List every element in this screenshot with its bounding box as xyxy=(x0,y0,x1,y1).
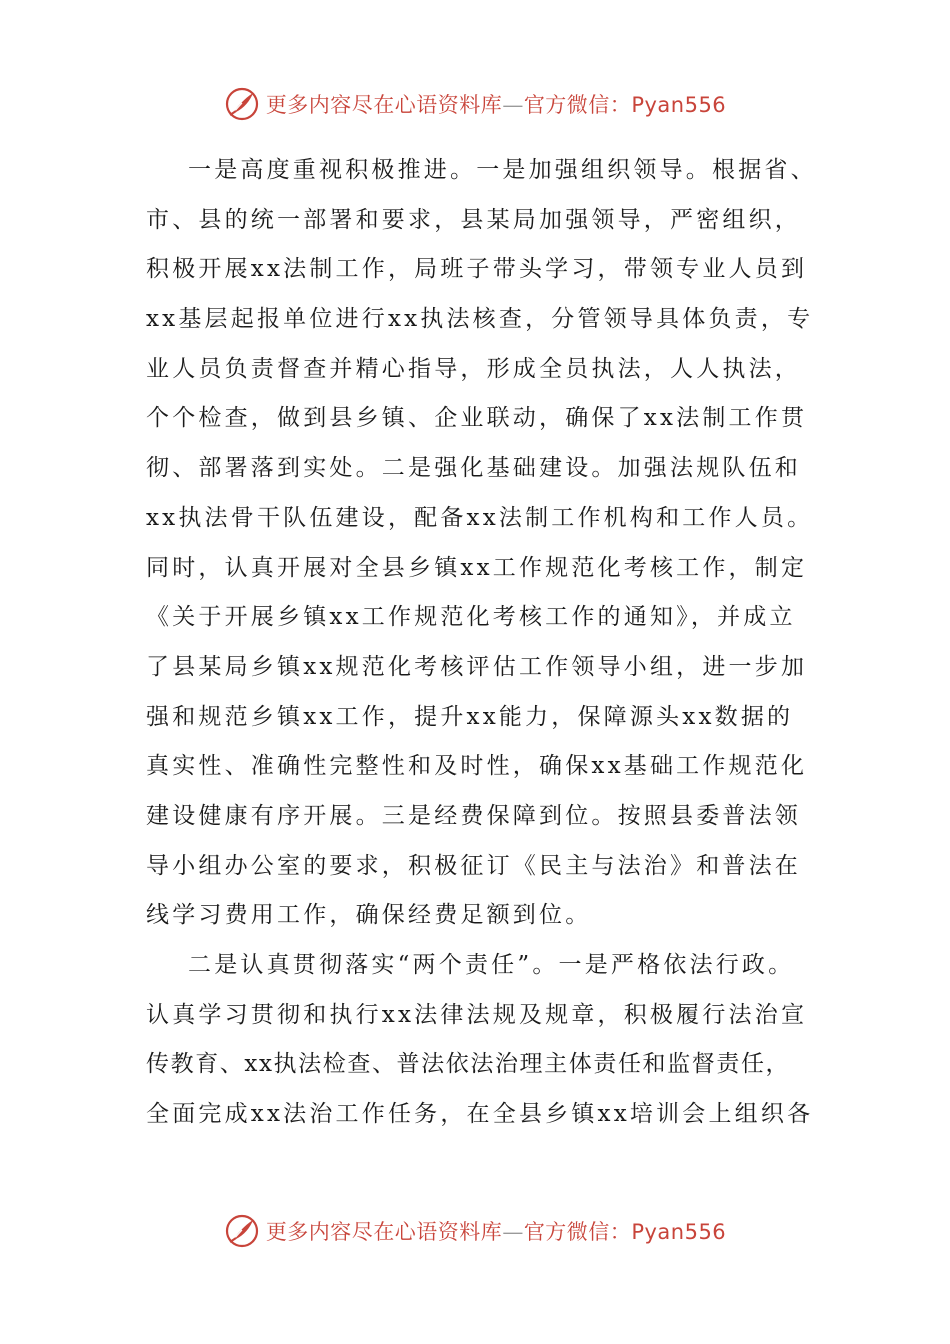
body-line: 《关于开展乡镇xx工作规范化考核工作的通知》，并成立 xyxy=(146,604,796,631)
footer-banner-wechat-id: Pyan556 xyxy=(631,1220,727,1244)
footer-banner-wechat-label: 官方微信： xyxy=(523,1220,632,1244)
header-banner-site: 更多内容尽在心语资料库 xyxy=(265,93,503,117)
quill-pen-logo-icon xyxy=(224,1213,260,1249)
footer-banner xyxy=(0,1211,950,1251)
document-body xyxy=(146,146,817,1140)
body-line: 建设健康有序开展。三是经费保障到位。按照县委普法领 xyxy=(146,802,801,829)
body-line: 积极开展xx法制工作，局班子带头学习，带领专业人员到 xyxy=(146,256,808,283)
header-banner-wechat-id: Pyan556 xyxy=(631,93,727,117)
body-line: 个个检查，做到县乡镇、企业联动，确保了xx法制工作贯 xyxy=(146,405,808,432)
body-line: xx执法骨干队伍建设，配备xx法制工作机构和工作人员。 xyxy=(146,504,814,531)
body-line: 二是认真贯彻落实“两个责任”。一是严格依法行政。 xyxy=(188,952,795,978)
body-line: 认真学习贯彻和执行xx法律法规及规章，积极履行法治宣 xyxy=(146,1001,808,1028)
body-line: 彻、部署落到实处。二是强化基础建设。加强法规队伍和 xyxy=(146,455,801,482)
body-line: 强和规范乡镇xx工作，提升xx能力，保障源头xx数据的 xyxy=(146,703,794,730)
header-banner-dash: — xyxy=(502,93,524,117)
header-banner xyxy=(0,84,950,124)
body-line: 业人员负责督查并精心指导，形成全员执法，人人执法， xyxy=(146,355,801,382)
body-line: 同时，认真开展对全县乡镇xx工作规范化考核工作，制定 xyxy=(146,554,808,581)
header-banner-wechat-label: 官方微信： xyxy=(523,93,632,117)
footer-banner-site: 更多内容尽在心语资料库 xyxy=(265,1220,503,1244)
body-line: 了县某局乡镇xx规范化考核评估工作领导小组，进一步加 xyxy=(146,653,808,680)
body-line: 一是高度重视积极推进。一是加强组织领导。根据省、 xyxy=(188,157,817,183)
body-line: 真实性、准确性完整性和及时性，确保xx基础工作规范化 xyxy=(146,753,808,780)
body-line: 市、县的统一部署和要求，县某局加强领导，严密组织， xyxy=(146,206,801,233)
body-line: 全面完成xx法治工作任务，在全县乡镇xx培训会上组织各 xyxy=(146,1101,814,1128)
quill-pen-logo-icon xyxy=(224,86,260,122)
footer-banner-text xyxy=(266,1216,726,1246)
body-line: 传教育、xx执法检查、普法依法治理主体责任和监督责任， xyxy=(146,1051,791,1078)
footer-banner-dash: — xyxy=(502,1220,524,1244)
body-line: 导小组办公室的要求，积极征订《民主与法治》和普法在 xyxy=(146,852,801,879)
header-banner-text xyxy=(266,89,726,119)
body-line: 线学习费用工作，确保经费足额到位。 xyxy=(146,902,592,929)
body-line: xx基层起报单位进行xx执法核查，分管领导具体负责，专 xyxy=(146,306,814,333)
